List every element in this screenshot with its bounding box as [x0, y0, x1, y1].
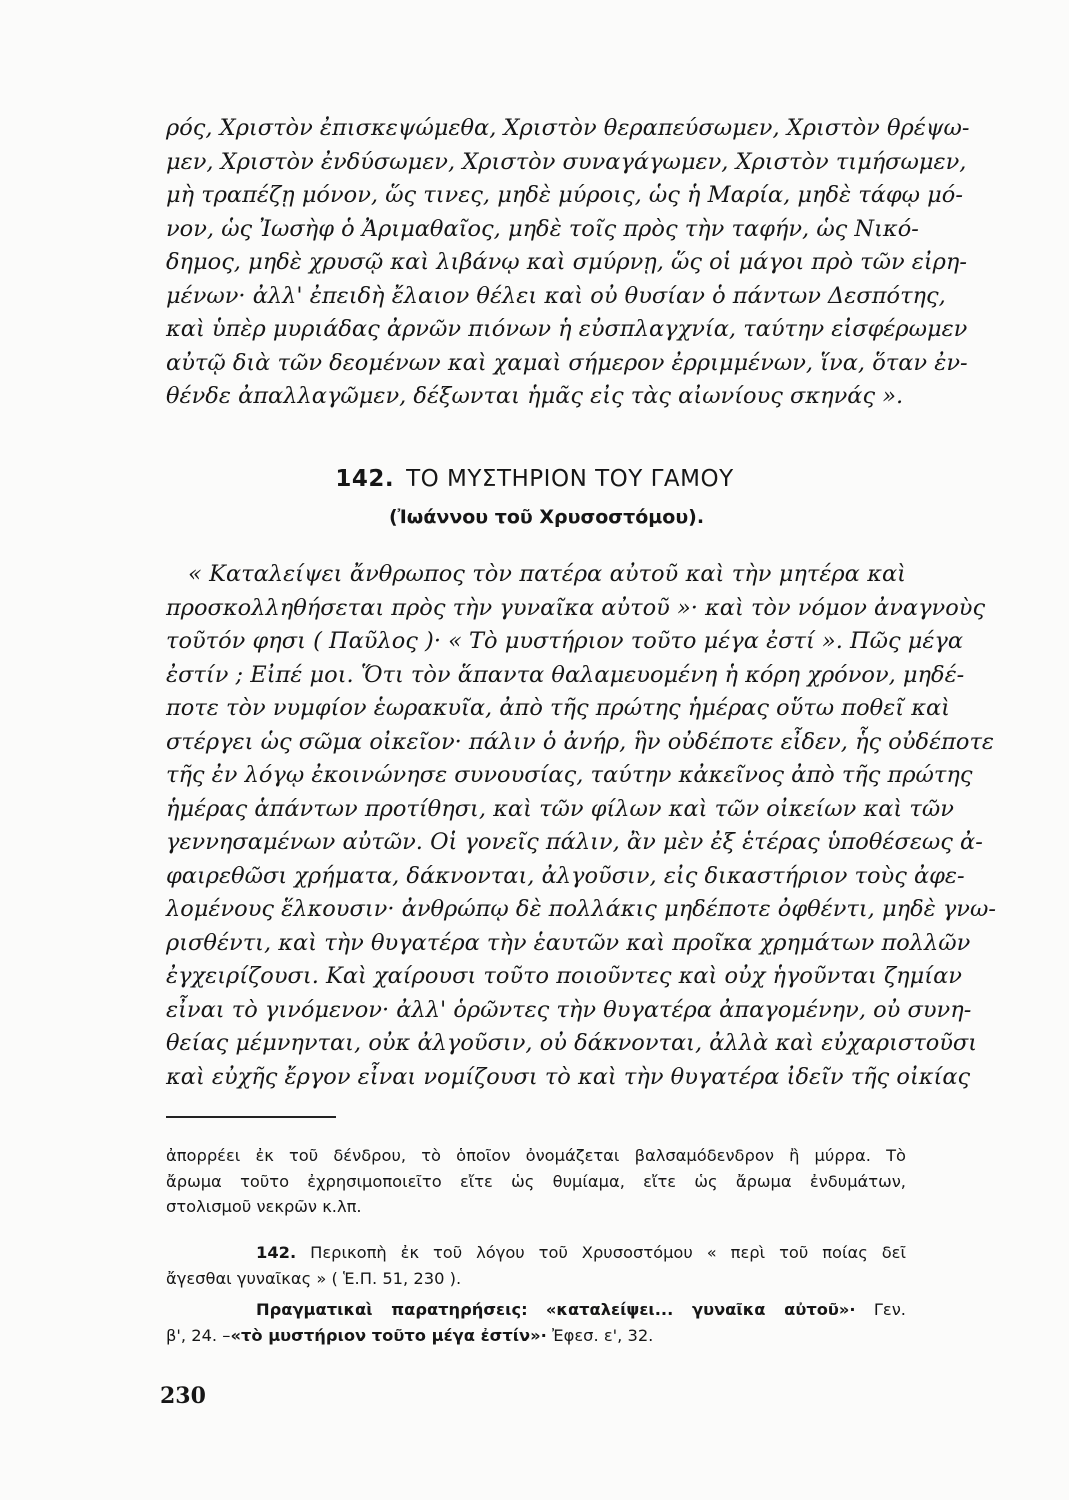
text-line: φαιρεθῶσι χρήματα, δάκνονται, ἀλγοῦσιν, εἰς δικαστήριον τοὺς ἀφε-: [166, 862, 965, 889]
footnote-line: [166, 1240, 906, 1266]
footnote-line: [166, 1323, 906, 1349]
footnote-divider: [166, 1116, 336, 1118]
text-line: εἶναι τὸ γινόμενον· ἀλλ' ὁρῶντες τὴν θυγατέρα ἀπαγομένην, οὐ συνη-: [166, 996, 972, 1023]
text-line: καὶ ὑπὲρ μυριάδας ἀρνῶν πιόνων ἡ εὐσπλαγχνία, ταύτην εἰσφέρωμεν: [166, 316, 968, 342]
paragraph-main: [166, 558, 996, 1094]
text-line: μεν, Χριστὸν ἐνδύσωμεν, Χριστὸν συναγάγωμεν, Χριστὸν τιμήσωμεν,: [166, 148, 967, 175]
remarks-reference: Γεν.: [873, 1300, 906, 1319]
footnote-continued: [166, 1143, 906, 1220]
text-line: γεννησαμένων αὐτῶν. Οἱ γονεῖς πάλιν, ἂν μὲν ἐξ ἑτέρας ὑποθέσεως ἀ-: [166, 829, 983, 855]
text-line: ρισθέντι, καὶ τὴν θυγατέρα τὴν ἑαυτῶν καὶ προῖκα χρημάτων πολλῶν: [166, 929, 971, 956]
footnote-line: ἄγεσθαι γυναῖκας » ( Ἑ.Π. 51, 230 ).: [166, 1268, 462, 1288]
text-line: νον, ὡς Ἰωσὴφ ὁ Ἀριμαθαῖος, μηδὲ τοῖς πρὸς τὴν ταφήν, ὡς Νικό-: [166, 215, 919, 242]
footnote-remarks: [166, 1297, 906, 1348]
text-line: μὴ τραπέζῃ μόνον, ὥς τινες, μηδὲ μύροις, ὡς ἡ Μαρία, μηδὲ τάφῳ μό-: [166, 182, 963, 208]
text-line: δημος, μηδὲ χρυσῷ καὶ λιβάνῳ καὶ σμύρνῃ, ὥς οἱ μάγοι πρὸ τῶν εἰρη-: [166, 249, 967, 275]
footnote-line: ἀπορρέει ἐκ τοῦ δένδρου, τὸ ὁποῖον ὀνομάζεται βαλσαμόδενδρον ἢ μύρρα. Τὸ: [166, 1146, 906, 1165]
footnote-142: [166, 1240, 906, 1291]
text-line: μένων· ἀλλ' ἐπειδὴ ἔλαιον θέλει καὶ οὐ θυσίαν ὁ πάντων Δεσπότης,: [166, 282, 946, 309]
footnote-number: 142.: [256, 1243, 297, 1262]
text-line: τοῦτόν φησι ( Παῦλος )· « Τὸ μυστήριον τοῦτο μέγα ἐστί ». Πῶς μέγα: [166, 628, 964, 654]
remarks-label: Πραγματικαὶ παρατηρήσεις:: [256, 1300, 528, 1319]
text-line: θένδε ἀπαλλαγῶμεν, δέξωνται ἡμᾶς εἰς τὰς αἰωνίους σκηνάς ».: [166, 383, 904, 409]
remarks-reference: Ἐφεσ. ε', 32.: [552, 1325, 654, 1345]
text-line: θείας μέμνηνται, οὐκ ἀλγοῦσιν, οὐ δάκνονται, ἀλλὰ καὶ εὐχαριστοῦσι: [166, 1030, 978, 1056]
text-line: καὶ εὐχῆς ἔργον εἶναι νομίζουσι τὸ καὶ τὴν θυγατέρα ἰδεῖν τῆς οἰκίας: [166, 1063, 971, 1090]
section-subtitle: (Ἰωάννου τοῦ Χρυσοστόμου).: [388, 506, 705, 528]
section-title: [0, 466, 1069, 492]
footnote-line: [166, 1297, 906, 1323]
page-number: 230: [160, 1383, 206, 1409]
text-line: ἐστίν ; Εἰπέ μοι. Ὅτι τὸν ἅπαντα θαλαμευομένη ἡ κόρη χρόνον, μηδέ-: [166, 661, 965, 688]
footnote-line: ἄρωμα τοῦτο ἐχρησιμοποιεῖτο εἴτε ὡς θυμίαμα, εἴτε ὡς ἄρωμα ἐνδυμάτων,: [166, 1171, 906, 1191]
text-line: « Καταλείψει ἄνθρωπος τὸν πατέρα αὐτοῦ καὶ τὴν μητέρα καὶ: [188, 561, 906, 587]
remarks-quote: «τὸ μυστήριον τοῦτο μέγα ἐστίν»·: [230, 1325, 547, 1345]
text-line: ρός, Χριστὸν ἐπισκεψώμεθα, Χριστὸν θεραπεύσωμεν, Χριστὸν θρέψω-: [166, 115, 970, 141]
text-line: ἐγχειρίζουσι. Καὶ χαίρουσι τοῦτο ποιοῦντες καὶ οὐχ ἡγοῦνται ζημίαν: [166, 963, 962, 989]
text-line: λομένους ἕλκουσιν· ἀνθρώπῳ δὲ πολλάκις μηδέποτε ὀφθέντι, μηδὲ γνω-: [166, 896, 996, 922]
remarks-reference: β', 24. –: [166, 1325, 231, 1345]
text-line: ἡμέρας ἁπάντων προτίθησι, καὶ τῶν φίλων καὶ τῶν οἰκείων καὶ τῶν: [166, 795, 954, 822]
text-line: προσκολληθήσεται πρὸς τὴν γυναῖκα αὐτοῦ »· καὶ τὸν νόμον ἀναγνοὺς: [166, 594, 986, 621]
section-title-text: ΤΟ ΜΥΣΤΗΡΙΟΝ ΤΟΥ ΓΑΜΟΥ: [406, 466, 734, 492]
section-number: 142.: [335, 466, 395, 492]
text-line: αὐτῷ διὰ τῶν δεομένων καὶ χαμαὶ σήμερον ἐρριμμένων, ἵνα, ὅταν ἐν-: [166, 349, 968, 376]
footnote-line: στολισμοῦ νεκρῶν κ.λπ.: [166, 1197, 362, 1216]
paragraph-continued: [166, 112, 970, 414]
text-line: τῆς ἐν λόγῳ ἐκοινώνησε συνουσίας, ταύτην κἀκεῖνος ἀπὸ τῆς πρώτης: [166, 762, 973, 788]
remarks-quote: «καταλείψει... γυναῖκα αὐτοῦ»·: [545, 1300, 856, 1319]
text-line: στέργει ὡς σῶμα οἰκεῖον· πάλιν ὁ ἀνήρ, ἣν οὐδέποτε εἶδεν, ἧς οὐδέποτε: [166, 728, 994, 755]
text-line: ποτε τὸν νυμφίον ἑωρακυῖα, ἀπὸ τῆς πρώτης ἡμέρας οὕτω ποθεῖ καὶ: [166, 695, 950, 721]
footnote-text: Περικοπὴ ἐκ τοῦ λόγου τοῦ Χρυσοστόμου « περὶ τοῦ ποίας δεῖ: [310, 1243, 906, 1262]
